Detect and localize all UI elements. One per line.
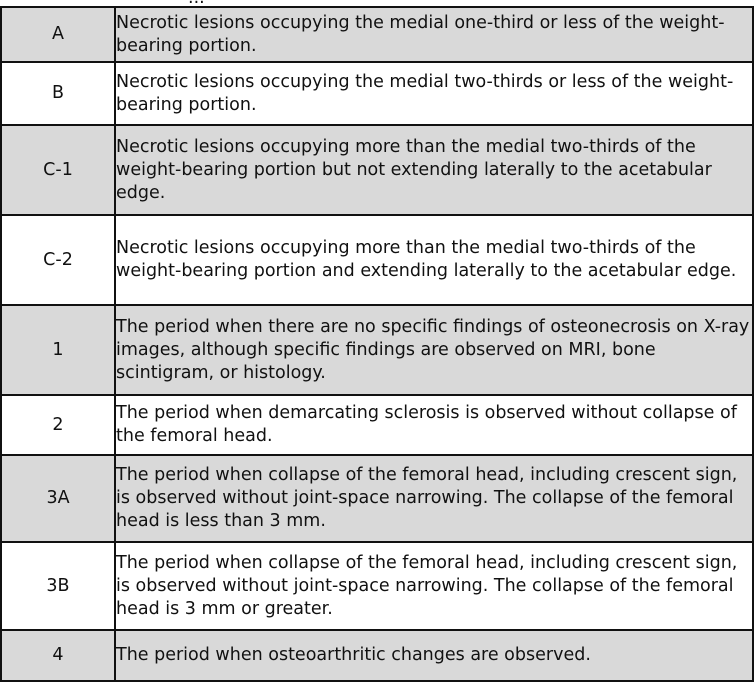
row-description: Necrotic lesions occupying more than the medial two-thirds of the weight-bearing portion and extending laterally to the acetabular edge.	[115, 215, 753, 305]
row-description: Necrotic lesions occupying more than the medial two-thirds of the weight-bearing portion but not extending laterally to the acetabular edge.	[115, 125, 753, 215]
row-code: C-2	[1, 215, 115, 305]
row-description: The period when collapse of the femoral head, including crescent sign, is observed without joint-space narrowing. The collapse of the femoral head is 3 mm or greater.	[115, 542, 753, 630]
row-description: Necrotic lesions occupying the medial one-third or less of the weight-bearing portion.	[115, 7, 753, 62]
table-row	[1, 7, 753, 62]
row-code: 1	[1, 305, 115, 395]
row-code: 2	[1, 395, 115, 455]
table-row	[1, 215, 753, 305]
row-code: A	[1, 7, 115, 62]
table-row	[1, 62, 753, 125]
row-code: 3B	[1, 542, 115, 630]
row-description: The period when osteoarthritic changes are observed.	[115, 630, 753, 681]
classification-table	[0, 6, 754, 682]
table-row	[1, 455, 753, 542]
table-row	[1, 305, 753, 395]
row-description: The period when collapse of the femoral head, including crescent sign, is observed without joint-space narrowing. The collapse of the femoral head is less than 3 mm.	[115, 455, 753, 542]
table-row	[1, 125, 753, 215]
row-description: The period when there are no specific findings of osteonecrosis on X-ray images, although specific findings are observed on MRI, bone scintigram, or histology.	[115, 305, 753, 395]
table-row	[1, 542, 753, 630]
table-row	[1, 395, 753, 455]
row-code: 3A	[1, 455, 115, 542]
table-row	[1, 630, 753, 681]
row-code: C-1	[1, 125, 115, 215]
row-code: 4	[1, 630, 115, 681]
row-code: B	[1, 62, 115, 125]
row-description: Necrotic lesions occupying the medial two-thirds or less of the weight-bearing portion.	[115, 62, 753, 125]
row-description: The period when demarcating sclerosis is observed without collapse of the femoral head.	[115, 395, 753, 455]
